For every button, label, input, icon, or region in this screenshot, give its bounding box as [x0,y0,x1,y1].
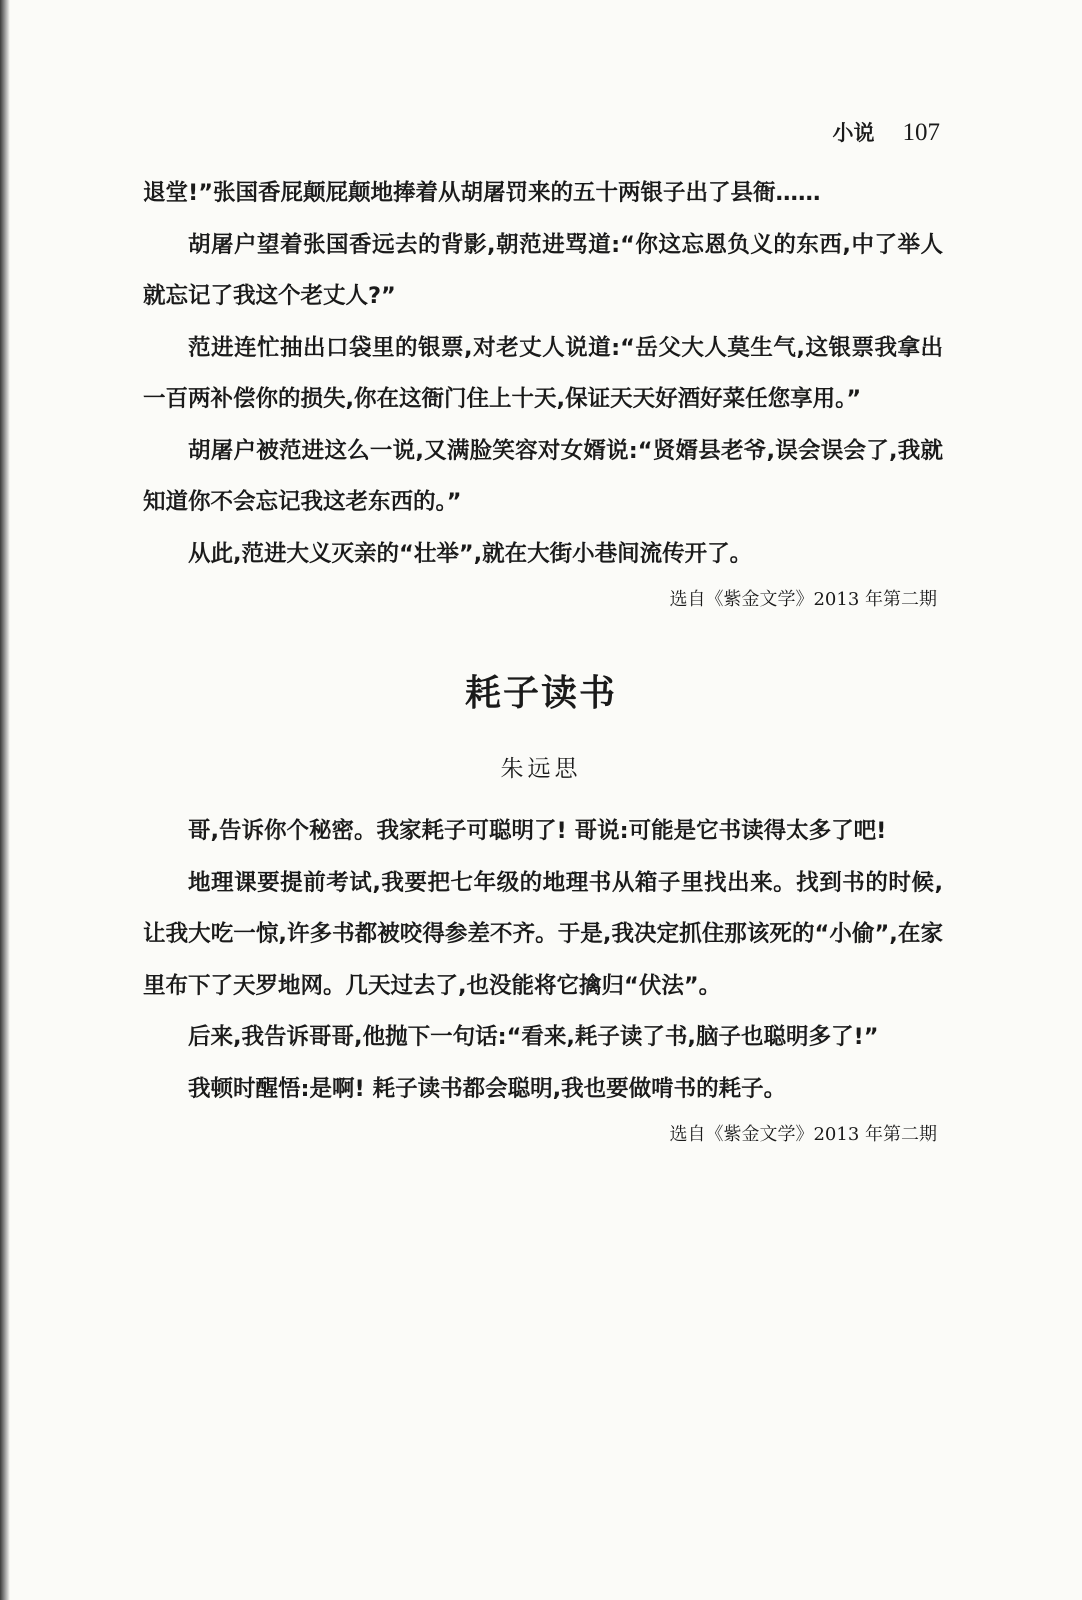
story2-body [143,806,943,1155]
page-number: 107 [902,119,940,146]
story2-paragraph-2: 地理课要提前考试,我要把七年级的地理书从箱子里找出来。找到书的时候,让我大吃一惊,许多书都被咬得参差不齐。于是,我决定抓住那该死的“小偷”,在家里布下了天罗地网。几天过去了,也没能将它擒归“伏法”。 [143,869,943,999]
story2-source: 选自《紫金文学》2013 年第二期 [669,1124,937,1145]
story1-paragraph-3: 范进连忙抽出口袋里的银票,对老丈人说道:“岳父大人莫生气,这银票我拿出一百两补偿你的损失,你在这衙门住上十天,保证天天好酒好菜任您享用。” [143,334,943,412]
story2-paragraph-4: 我顿时醒悟:是啊! 耗子读书都会聪明,我也要做啃书的耗子。 [188,1075,787,1102]
story2-paragraph-1: 哥,告诉你个秘密。我家耗子可聪明了! 哥说:可能是它书读得太多了吧! [188,818,887,844]
section-title: 小说 [832,121,875,145]
story1-body [143,168,943,620]
story2-author: 朱远思 [500,756,582,782]
story1-paragraph-4: 胡屠户被范进这么一说,又满脸笑容对女婿说:“贤婿县老爷,误会误会了,我就知道你不会忘记我这老东西的。” [143,437,943,515]
story2-paragraph-3: 后来,我告诉哥哥,他抛下一句话:“看来,耗子读了书,脑子也聪明多了!” [188,1024,879,1050]
page-header [833,117,941,147]
story1-paragraph-1: 退堂!”张国香屁颠屁颠地捧着从胡屠罚来的五十两银子出了县衙…… [143,180,821,206]
story1-paragraph-2: 胡屠户望着张国香远去的背影,朝范进骂道:“你这忘恩负义的东西,中了举人就忘记了我这个老丈人?” [143,231,943,309]
story2-title: 耗子读书 [464,673,617,714]
story1-source: 选自《紫金文学》2013 年第二期 [669,589,937,610]
story1-paragraph-5: 从此,范进大义灭亲的“壮举”,就在大街小巷间流传开了。 [188,540,753,567]
scan-edge [0,0,10,1600]
